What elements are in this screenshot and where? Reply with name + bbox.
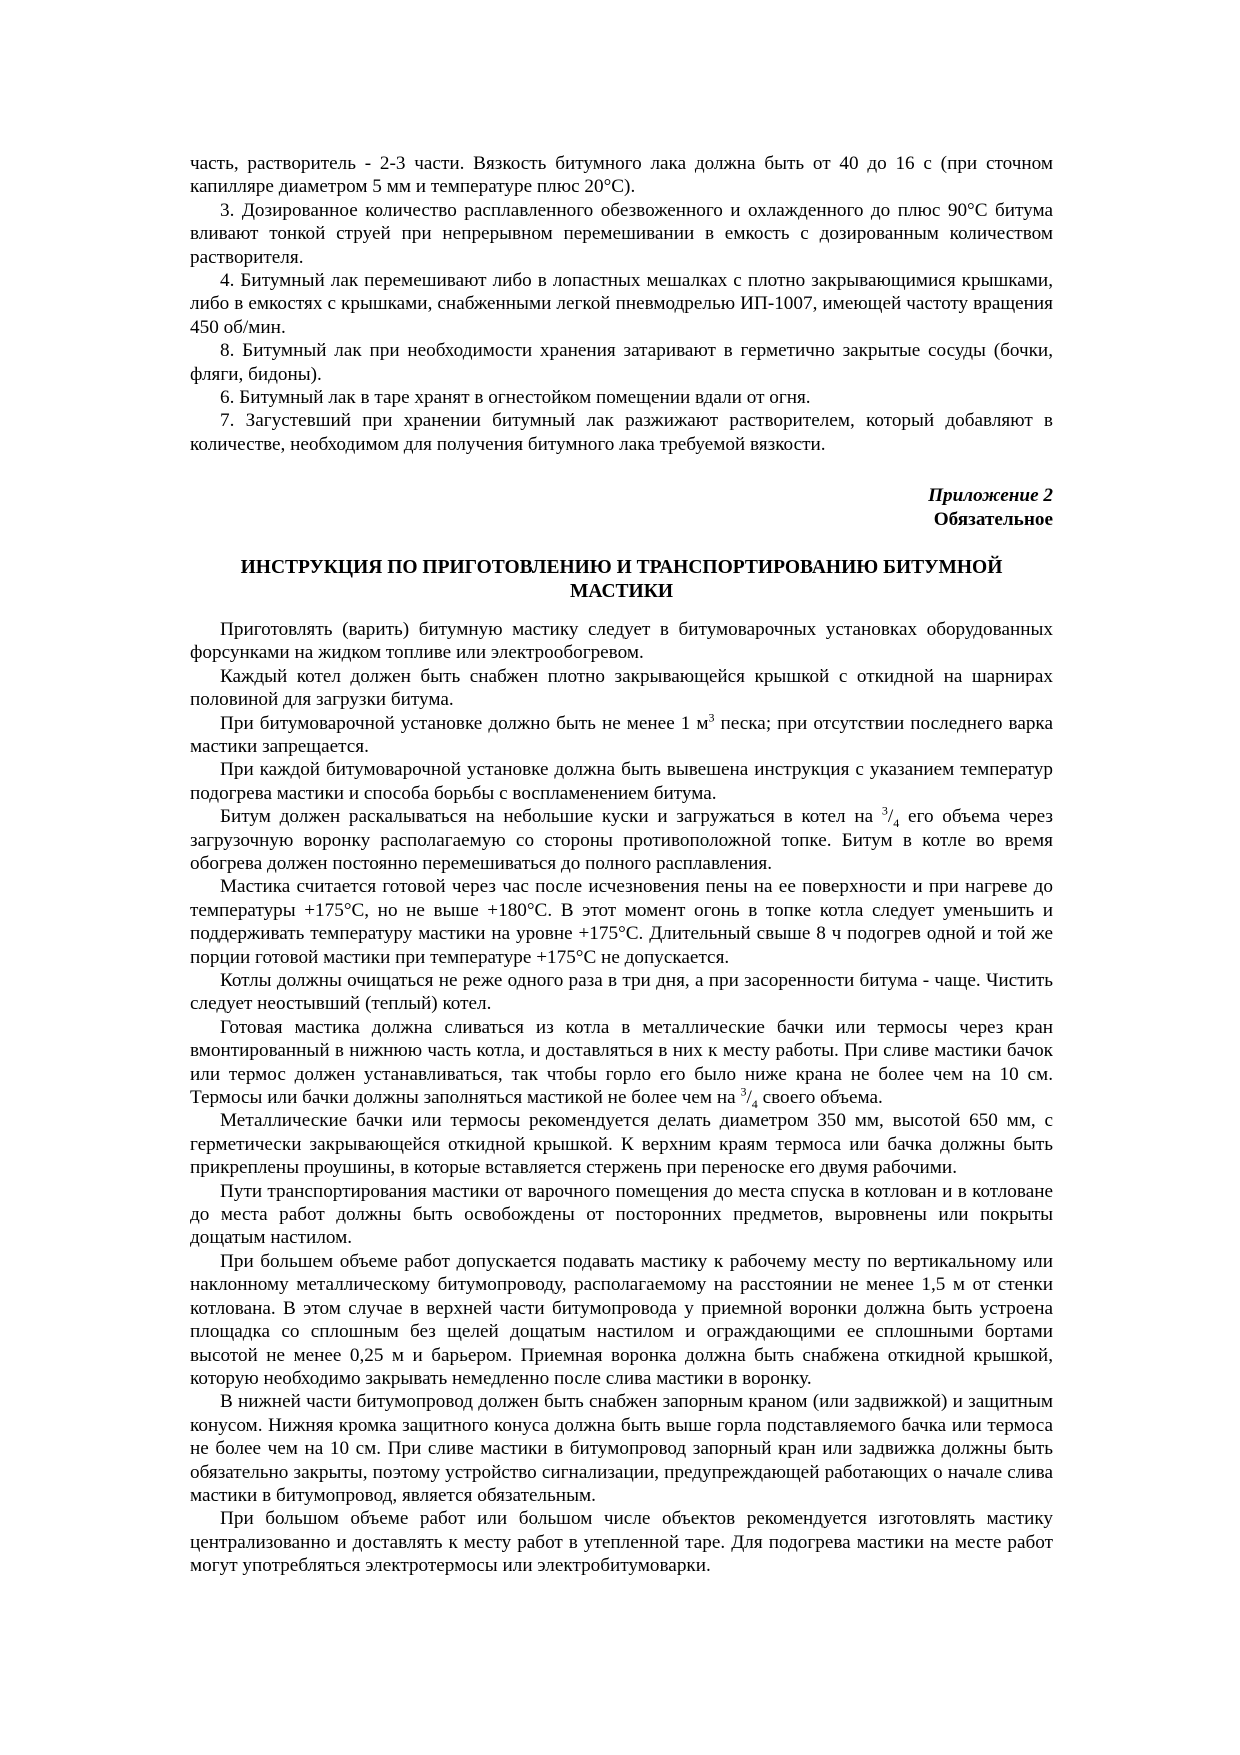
paragraph: Металлические бачки или термосы рекомендуется делать диаметром 350 мм, высотой 650 мм, с герметически закрывающейся откидной крышкой. К верхним краям термоса или бачка должны быть прикреплены проушины, в которые вставляется стержень при переноске его двумя рабочими. [190, 1110, 1053, 1179]
paragraph: При большом объеме работ или большом числе объектов рекомендуется изготовлять мастику централизованно и доставлять к месту работ в утепленной таре. Для подогрева мастики на месте работ могут употребляться электротермосы или электробитумоварки. [190, 1508, 1053, 1577]
fraction-numerator: 3 [881, 803, 888, 818]
paragraph: 6. Битумный лак в таре хранят в огнестойком помещении вдали от огня. [220, 387, 811, 409]
paragraph: Пути транспортирования мастики от варочного помещения до места спуска в котлован и в котловане до места работ должны быть освобождены от посторонних предметов, выровнены или покрыты дощатым настилом. [190, 1180, 1053, 1249]
paragraph: 7. Загустевший при хранении битумный лак разжижают растворителем, который добавляют в количестве, необходимом для получения битумного лака требуемой вязкости. [190, 410, 1053, 455]
paragraph: При большем объеме работ допускается подавать мастику к рабочему месту по вертикальному или наклонному металлическому битумопроводу, располагаемому на расстоянии не менее 1,5 м от стенки котлована. В этом случае в верхней части битумопровода у приемной воронки должна быть устроена площадка со сплошным без щелей дощатым настилом и ограждающими ее сплошными бортами высотой не менее 0,25 м и барьером. Приемная воронка должна быть снабжена откидной крышкой, которую необходимо закрывать немедленно после слива мастики в воронку. [190, 1250, 1053, 1389]
paragraph: Каждый котел должен быть снабжен плотно закрывающейся крышкой с откидной на шарнирах половиной для загрузки битума. [190, 665, 1053, 711]
paragraph: часть, растворитель - 2-3 части. Вязкость битумного лака должна быть от 40 до 16 с (при сточном капилляре диаметром 5 мм и температуре плюс 20°С). [190, 153, 1053, 198]
paragraph: Битум должен раскалываться на небольшие куски и загружаться в котел на $^3/_4$ его объема через загрузочную воронку располагаемую со стороны противоположной топке. Битум в котле во время обогрева должен постоянно перемешиваться до полного расплавления. [190, 803, 1054, 874]
appendix-number: Приложение 2 [928, 485, 1053, 507]
fraction-denominator: 4 [893, 815, 900, 830]
paragraph: 4. Битумный лак перемешивают либо в лопастных мешалках с плотно закрывающимися крышками, либо в емкостях с крышками, снабженными легкой пневмодрелью ИП-1007, имеющей частоту вращения 450 об/мин. [190, 270, 1053, 338]
paragraph: В нижней части битумопровод должен быть снабжен запорным краном (или задвижкой) и защитным конусом. Нижняя кромка защитного конуса должна быть выше горла подставляемого бачка или термоса не более чем на 10 см. При сливе мастики в битумопровод запорный кран или задвижка должны быть обязательно закрыты, поэтому устройство сигнализации, предупреждающей работающих о начале слива мастики в битумопровод, является обязательным. [190, 1391, 1053, 1506]
paragraph: 8. Битумный лак при необходимости хранения затаривают в герметично закрытые сосуды (бочки, фляги, бидоны). [190, 340, 1053, 385]
paragraph: Приготовлять (варить) битумную мастику следует в битумоварочных установках оборудованных форсунками на жидком топливе или электрообогревом. [190, 618, 1053, 664]
paragraph: Котлы должны очищаться не реже одного раза в три дня, а при засоренности битума - чаще. Чистить следует неостывший (теплый) котел. [190, 970, 1053, 1015]
fraction-denominator: 4 [751, 1096, 758, 1111]
paragraph: При каждой битумоварочной установке должна быть вывешена инструкция с указанием температур подогрева мастики и способа борьбы с воспламенением битума. [190, 759, 1053, 804]
appendix-header [190, 484, 1053, 531]
superscript: 3 [708, 710, 715, 725]
appendix-status: Обязательное [933, 508, 1053, 530]
section-title: ИНСТРУКЦИЯ ПО ПРИГОТОВЛЕНИЮ И ТРАНСПОРТИРОВАНИЮ БИТУМНОЙ МАСТИКИ [240, 557, 1003, 602]
paragraph: 3. Дозированное количество расплавленного обезвоженного и охлажденного до плюс 90°С битума вливают тонкой струей при непрерывном перемешивании в емкость с дозированным количеством растворителя. [190, 199, 1053, 268]
paragraph: Мастика считается готовой через час после исчезновения пены на ее поверхности и при нагреве до температуры +175°С, но не выше +180°С. В этот момент огонь в топке котла следует уменьшить и поддерживать температуру мастики на уровне +175°С. Длительный свыше 8 ч подогрев одной и той же порции готовой мастики при температуре +175°С не допускается. [190, 876, 1053, 968]
document-page [190, 152, 1053, 1578]
fraction-numerator: 3 [740, 1084, 747, 1099]
paragraph: Готовая мастика должна сливаться из котла в металлические бачки или термосы через кран вмонтированный в нижнюю часть котла, и доставляться в них к месту работы. При сливе мастики бачок или термос должен устанавливаться, так чтобы горло его было ниже крана не более чем на 10 см. Термосы или бачки должны заполняться мастикой не более чем на $^3/_4$ своего объема. [190, 1016, 1053, 1111]
paragraph: При битумоварочной установке должно быть не менее 1 $м^3$ песка; при отсутствии последнего варка мастики запрещается. [190, 710, 1053, 757]
